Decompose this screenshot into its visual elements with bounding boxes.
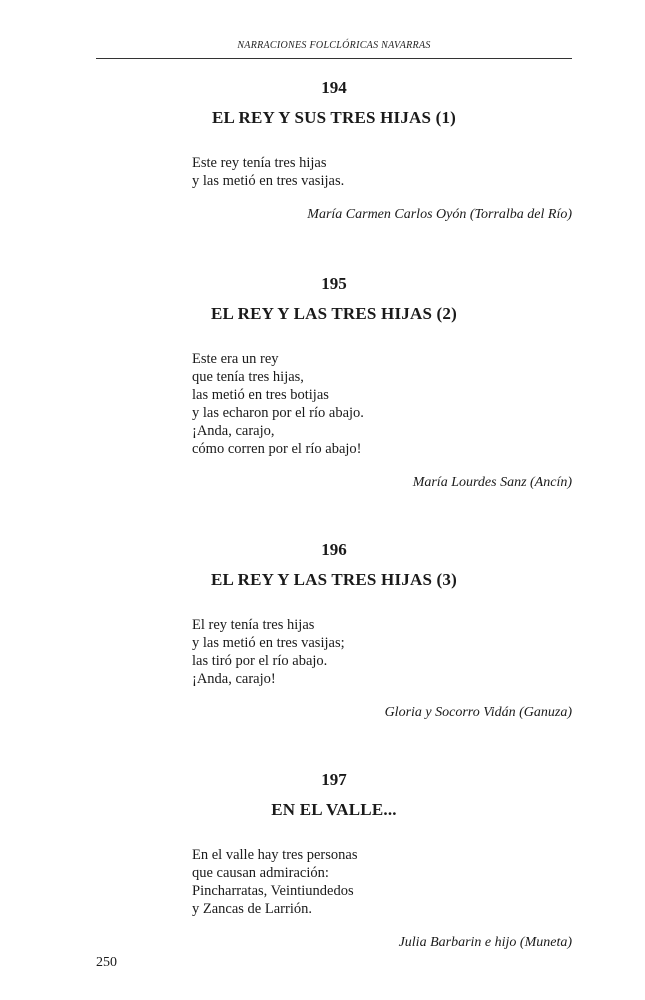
- verse-line: ¡Anda, carajo,: [192, 423, 275, 439]
- page-number: 250: [96, 955, 117, 970]
- source-attribution: María Lourdes Sanz (Ancín): [412, 475, 572, 490]
- entry-number: 195: [321, 274, 347, 293]
- entry-number: 197: [321, 770, 347, 789]
- verse-line: y las metió en tres vasijas;: [192, 635, 345, 651]
- verse-line: y Zancas de Larrión.: [192, 901, 312, 917]
- source-attribution: Julia Barbarin e hijo (Muneta): [398, 935, 572, 950]
- running-header: NARRACIONES FOLCLÓRICAS NAVARRAS: [237, 40, 431, 51]
- entry-number: 196: [321, 540, 347, 559]
- verse-line: Pincharratas, Veintiundedos: [192, 883, 354, 899]
- entry-number: 194: [321, 78, 347, 97]
- source-attribution: Gloria y Socorro Vidán (Ganuza): [384, 705, 572, 720]
- verse-line: Este rey tenía tres hijas: [192, 155, 327, 171]
- verse-line: En el valle hay tres personas: [192, 847, 358, 863]
- entry-title: EL REY Y SUS TRES HIJAS (1): [211, 108, 457, 127]
- source-attribution: María Carmen Carlos Oyón (Torralba del Río): [307, 207, 572, 222]
- verse: [192, 846, 572, 918]
- entry-194: [96, 78, 572, 224]
- header-rule: [96, 58, 572, 59]
- verse: [192, 154, 572, 190]
- verse-line: y las echaron por el río abajo.: [192, 405, 364, 421]
- verse: [192, 350, 572, 458]
- verse-line: las tiró por el río abajo.: [192, 653, 328, 669]
- verse-line: El rey tenía tres hijas: [192, 617, 315, 633]
- verse-line: que causan admiración:: [192, 865, 329, 881]
- entry-197: [96, 770, 572, 952]
- entry-196: [96, 540, 572, 722]
- verse-line: cómo corren por el río abajo!: [192, 441, 362, 457]
- verse-line: las metió en tres botijas: [192, 387, 329, 403]
- entry-title: EN EL VALLE...: [271, 800, 397, 819]
- verse: [192, 616, 572, 688]
- entry-title: EL REY Y LAS TRES HIJAS (3): [211, 570, 457, 589]
- verse-line: Este era un rey: [192, 351, 279, 367]
- verse-line: que tenía tres hijas,: [192, 369, 304, 385]
- verse-line: y las metió en tres vasijas.: [192, 173, 345, 189]
- entry-title: EL REY Y LAS TRES HIJAS (2): [211, 304, 457, 323]
- entry-195: [96, 274, 572, 492]
- verse-line: ¡Anda, carajo!: [192, 671, 276, 687]
